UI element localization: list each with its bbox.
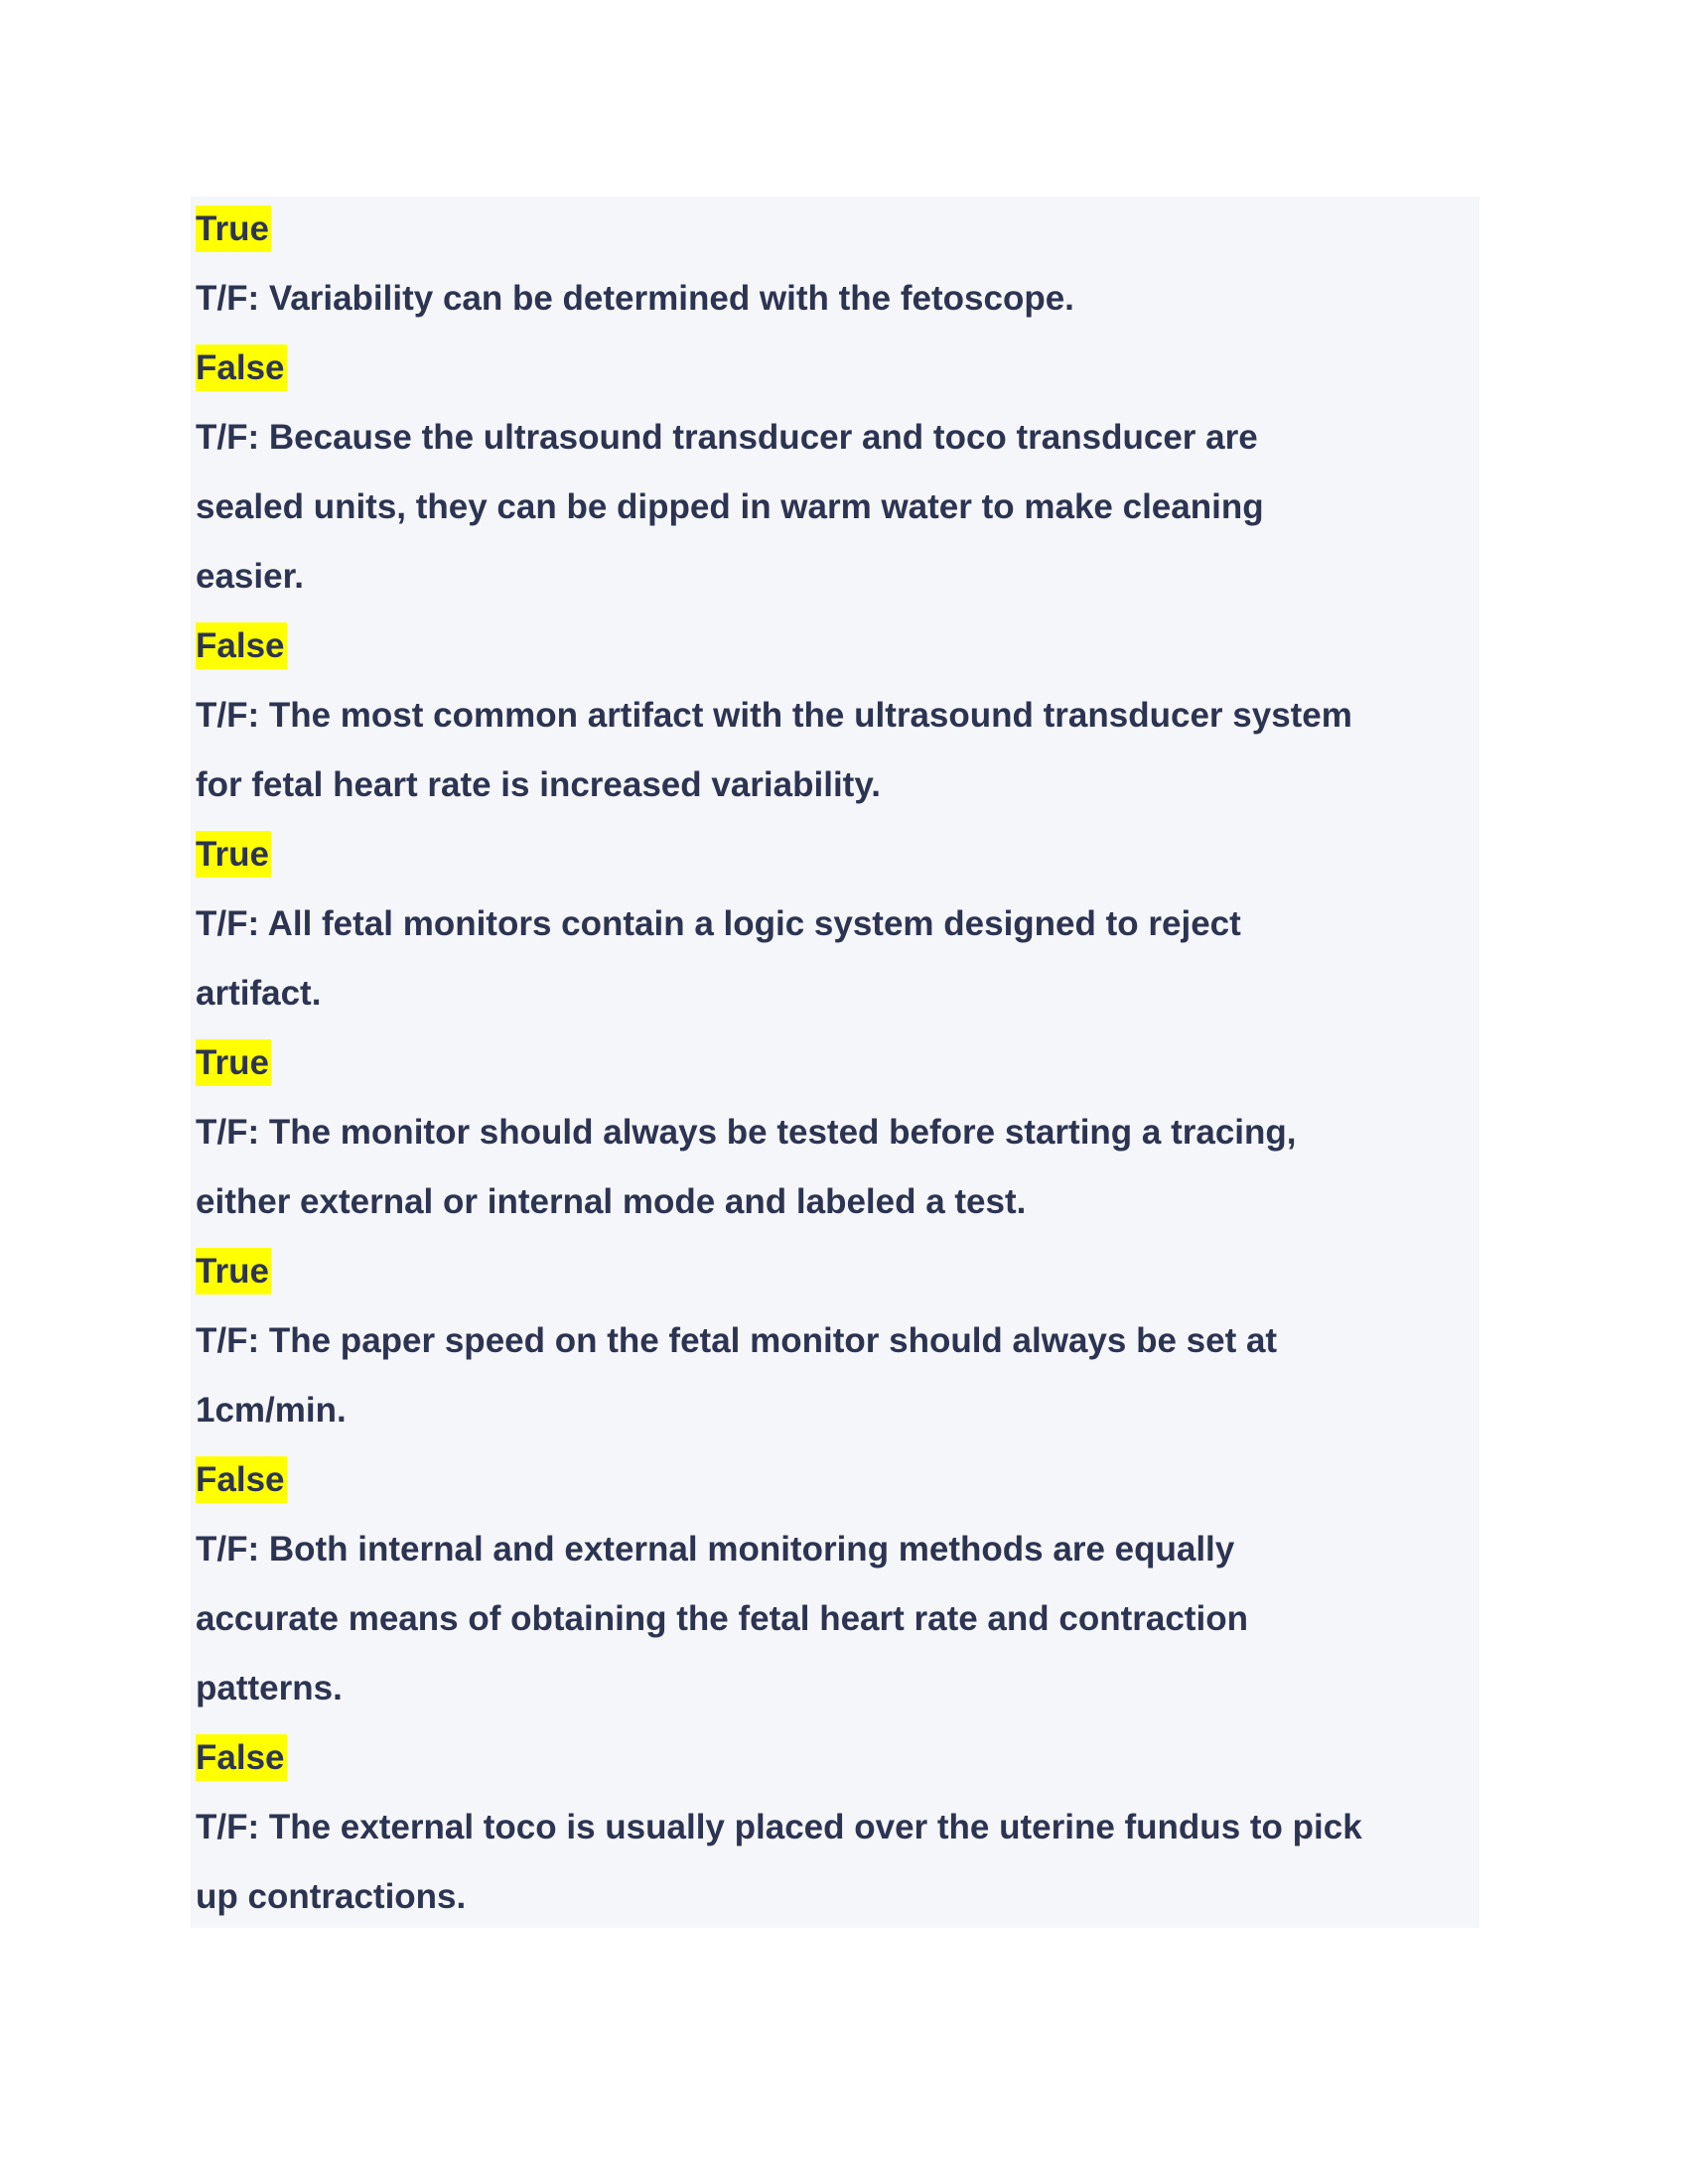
answer-line [196,822,1479,891]
answer-line [196,1239,1479,1308]
highlighted-answer: True [196,1039,271,1086]
question-text-line: accurate means of obtaining the fetal heart rate and contraction [196,1599,1248,1638]
question-text-line: 1cm/min. [196,1391,347,1430]
highlighted-answer: False [196,344,287,391]
flashcard-panel [191,197,1479,1928]
question-text-line: sealed units, they can be dipped in warm water to make cleaning [196,487,1264,526]
question-text-line: T/F: The most common artifact with the ultrasound transducer system [196,696,1352,735]
question-text-line: for fetal heart rate is increased variability. [196,765,881,804]
question-text-line: either external or internal mode and labeled a test. [196,1182,1027,1221]
question-text-line: patterns. [196,1669,343,1707]
highlighted-answer: True [196,205,271,252]
highlighted-answer: False [196,1456,287,1503]
qa-list [191,197,1479,1934]
answer-line [196,614,1479,683]
question-text-line: T/F: Both internal and external monitoring methods are equally [196,1530,1235,1569]
answer-line [196,1447,1479,1517]
question-text-line: T/F: Because the ultrasound transducer and toco transducer are [196,418,1258,457]
question-text-line: T/F: Variability can be determined with the fetoscope. [196,279,1074,318]
question-text-line: T/F: All fetal monitors contain a logic system designed to reject [196,904,1241,943]
answer-line [196,1030,1479,1100]
highlighted-answer: False [196,622,287,669]
answer-line [196,197,1479,266]
highlighted-answer: True [196,831,271,878]
answer-line [196,336,1479,405]
question-text-line: T/F: The external toco is usually placed over the uterine fundus to pick [196,1808,1362,1846]
highlighted-answer: False [196,1734,287,1781]
question-text-line: T/F: The monitor should always be tested before starting a tracing, [196,1113,1297,1152]
question-text-line: artifact. [196,974,322,1013]
question-text-line: up contractions. [196,1877,467,1916]
answer-line [196,1725,1479,1795]
question-text-line: T/F: The paper speed on the fetal monitor should always be set at [196,1321,1278,1360]
question-text-line: easier. [196,557,304,596]
highlighted-answer: True [196,1248,271,1295]
